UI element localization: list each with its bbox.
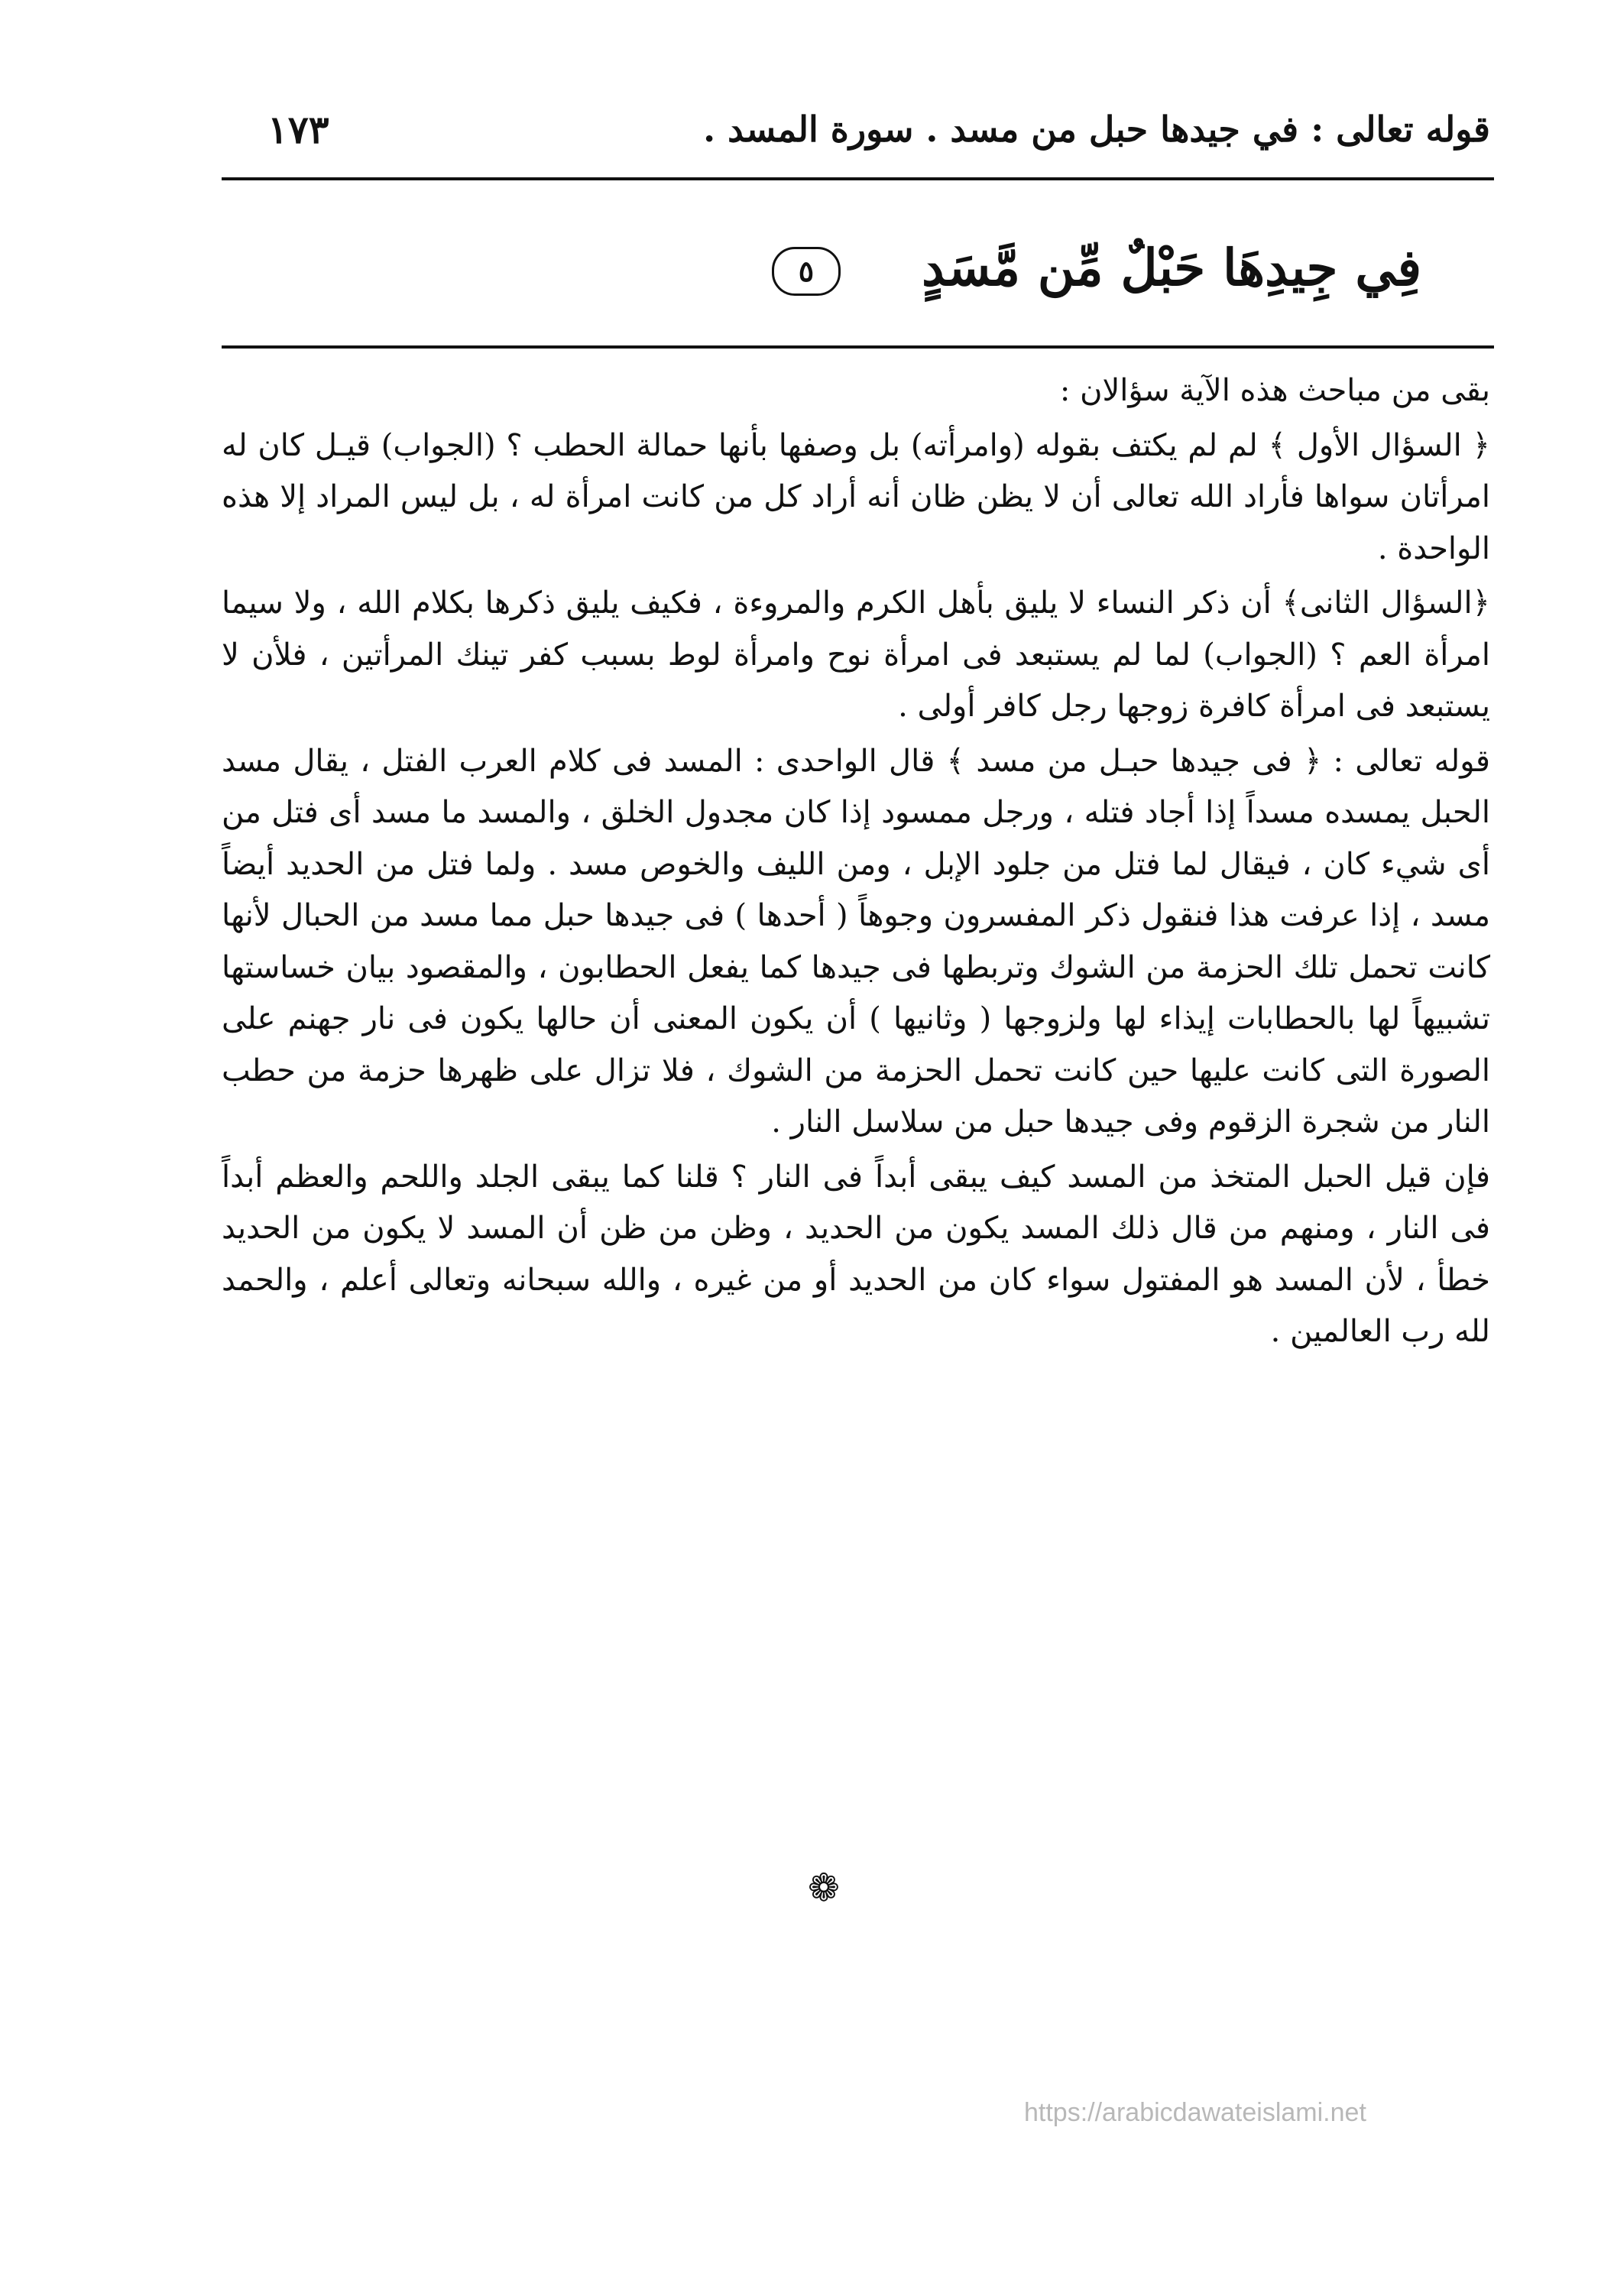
paragraph-tafsir: قوله تعالى : ﴿ فى جيدها حبـل من مسد ﴾ قال الواحدى : المسد فى كلام العرب الفتل ، يقال مسد الحبل يمسده مسداً إذا أجاد فتله ، ورجل ممسود إذا كان مجدول الخلق ، والمسد ما مسد أى فتل من أى شيء كان ، فيقال لما فتل من جلود الإبل ، ومن الليف والخوص مسد . ولما فتل من الحديد أيضاً مسد ، إذا عرفت هذا فنقول ذكر المفسرون وجوهاً ( أحدها ) فى جيدها حبل مما مسد من الحبال لأنها كانت تحمل تلك الحزمة من الشوك وتربطها فى جيدها كما يفعل الحطابون ، والمقصود بيان خساستها تشبيهاً لها بالحطابات إيذاء لها ولزوجها ( وثانيها ) أن يكون المعنى أن حالها يكون فى نار جهنم على الصورة التى كانت عليها حين كانت تحمل الحزمة من الشوك ، فلا تزال على ظهرها حزمة من حطب النار من شجرة الزقوم وفى جيدها حبل من سلاسل النار .	[222, 743, 1491, 1140]
page-header	[222, 99, 1490, 168]
verse-text: فِي جِيدِهَا حَبْلٌ مِّن مَّسَدٍ	[922, 238, 1421, 297]
verse-number-ornament	[772, 247, 841, 296]
paragraph-intro: بقى من مباحث هذه الآية سؤالان :	[1059, 373, 1490, 408]
commentary-text	[222, 365, 1490, 1358]
header-rule	[222, 177, 1494, 180]
verse-rule	[222, 345, 1494, 349]
page-number: ١٧٣	[267, 107, 329, 152]
paragraph-conclusion: فإن قيل الحبل المتخذ من المسد كيف يبقى أبداً فى النار ؟ قلنا كما يبقى الجلد واللحم والعظم أبداً فى النار ، ومنهم من قال ذلك المسد يكون من الحديد ، وظن من ظن أن المسد لا يكون من الحديد خطأ ، لأن المسد هو المفتول سواء كان من الحديد أو من غيره ، والله سبحانه وتعالى أعلم ، والحمد لله رب العالمين .	[222, 1159, 1490, 1349]
end-ornament-icon: ❁	[808, 1866, 840, 1910]
paragraph-question-1: ﴿ السؤال الأول ﴾ لم لم يكتف بقوله (وامرأته) بل وصفها بأنها حمالة الحطب ؟ (الجواب) قيـل كان له امرأتان سواها فأراد الله تعالى أن لا يظن ظان أنه أراد كل من كانت امرأة له ، بل ليس المراد إلا هذه الواحدة .	[222, 427, 1490, 566]
running-title: قوله تعالى : في جيدها حبل من مسد . سورة المسد .	[703, 109, 1490, 150]
verse-heading	[798, 218, 1421, 332]
verse-number: ٥	[798, 254, 815, 288]
watermark-url: https://arabicdawateislami.net	[1024, 2098, 1366, 2127]
paragraph-question-2: ﴿السؤال الثانى﴾ أن ذكر النساء لا يليق بأهل الكرم والمروءة ، فكيف يليق ذكرها بكلام الله ، ولا سيما امرأة العم ؟ (الجواب) لما لم يستبعد فى امرأة نوح وامرأة لوط بسبب كفر تينك المرأتين ، فلأن لا يستبعد فى امرأة كافرة زوجها رجل كافر أولى .	[222, 585, 1490, 724]
